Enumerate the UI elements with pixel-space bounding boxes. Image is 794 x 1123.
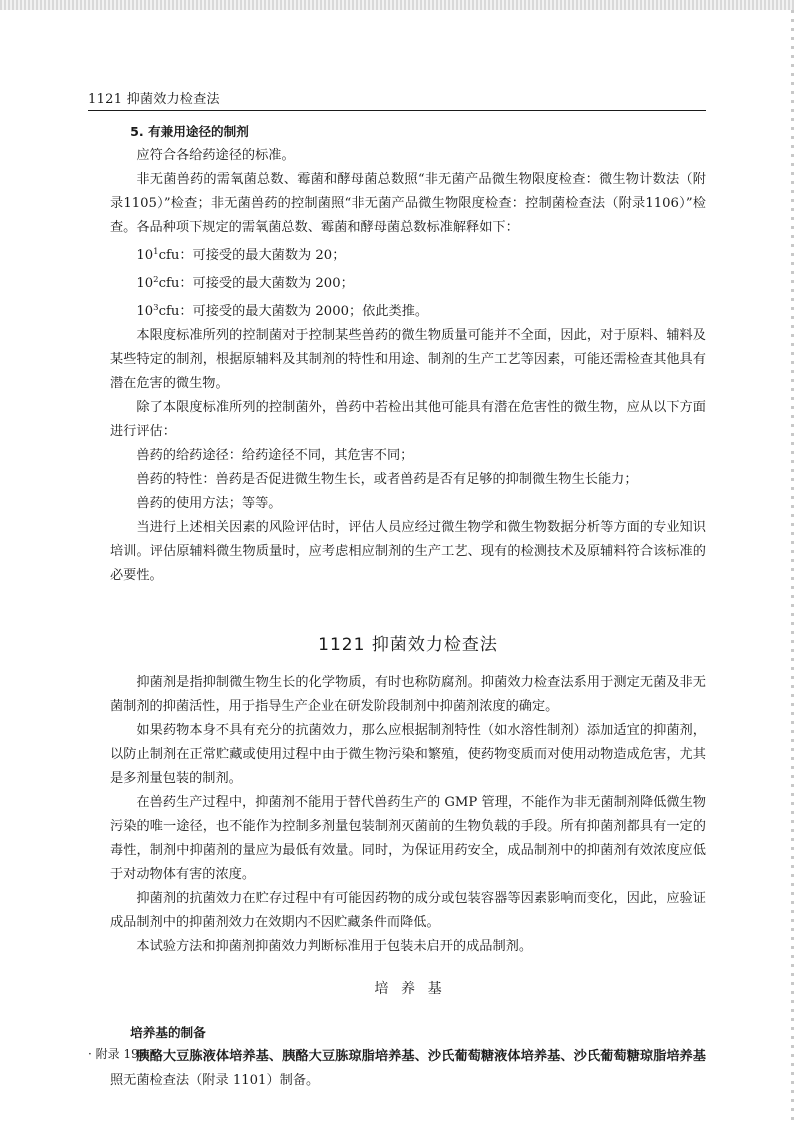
- paragraph: 兽药的特性：兽药是否促进微生物生长，或者兽药是否有足够的抑制微生物生长能力；: [136, 472, 638, 487]
- cfu-base: 10: [136, 276, 154, 291]
- media-paragraph: [110, 1045, 706, 1093]
- cfu-base: 10: [136, 304, 154, 319]
- cfu-exponent: 2: [153, 275, 159, 285]
- running-header: 1121 抑菌效力检查法: [88, 92, 220, 107]
- subsection-heading: 5. 有兼用途径的制剂: [130, 124, 249, 139]
- paragraph: 兽药的给药途径：给药途径不同，其危害不同；: [136, 448, 414, 463]
- media-names: 胰酪大豆胨液体培养基、胰酪大豆胨琼脂培养基、沙氏葡萄糖液体培养基、沙氏葡萄糖琼脂培养基: [136, 1049, 706, 1064]
- paragraph: 在兽药生产过程中，抑菌剂不能用于替代兽药生产的 GMP 管理，不能作为非无菌制剂降低微生物污染的唯一途径，也不能作为控制多剂量包装制剂灭菌前的生物负载的手段。所有抑菌剂都具有一定的毒性，制剂中抑菌剂的量应为最低有效量。同时，为保证用药安全，成品制剂中的抑菌剂有效浓度应低于对动物体有害的浓度。: [110, 795, 706, 882]
- paragraph: 兽药的使用方法；等等。: [136, 496, 282, 511]
- paragraph: 除了本限度标准所列的控制菌外，兽药中若检出其他可能具有潜在危害性的微生物，应从以下方面进行评估：: [110, 400, 706, 439]
- cfu-base: 10: [136, 248, 154, 263]
- header-rule: [88, 110, 706, 111]
- cfu-exponent: 3: [153, 303, 159, 313]
- paragraph: 本试验方法和抑菌剂抑菌效力判断标准用于包装未启开的成品制剂。: [136, 939, 533, 954]
- cfu-text: cfu：可接受的最大菌数为 200；: [158, 276, 354, 291]
- paragraph: 当进行上述相关因素的风险评估时，评估人员应经过微生物学和微生物数据分析等方面的专业知识培训。评估原辅料微生物质量时，应考虑相应制剂的生产工艺、现有的检测技术及原辅料符合该标准的必要性。: [110, 520, 706, 583]
- scan-edge-top: [0, 0, 794, 10]
- paragraph: 如果药物本身不具有充分的抗菌效力，那么应根据制剂特性（如水溶性制剂）添加适宜的抑菌剂，以防止制剂在正常贮藏或使用过程中由于微生物污染和繁殖，使药物变质而对使用动物造成危害，尤其是多剂量包装的制剂。: [110, 723, 706, 786]
- media-section-title: 培养基: [374, 981, 455, 997]
- paragraph: 抑菌剂是指抑制微生物生长的化学物质，有时也称防腐剂。抑菌效力检查法系用于测定无菌及非无菌制剂的抑菌活性，用于指导生产企业在研发阶段制剂中抑菌剂浓度的确定。: [110, 675, 706, 714]
- page-number: · 附录 198 ·: [88, 1047, 154, 1061]
- paragraph: 抑菌剂的抗菌效力在贮存过程中有可能因药物的成分或包装容器等因素影响而变化，因此，应验证成品制剂中的抑菌剂效力在效期内不因贮藏条件而降低。: [110, 891, 706, 930]
- media-text: 照无菌检查法（附录 1101）制备。: [110, 1073, 320, 1088]
- cfu-text: cfu：可接受的最大菌数为 20；: [158, 248, 346, 263]
- cfu-item: [110, 240, 706, 268]
- media-subheading: 培养基的制备: [130, 1025, 206, 1040]
- cfu-exponent: 1: [153, 247, 159, 257]
- cfu-text: cfu：可接受的最大菌数为 2000；依此类推。: [158, 304, 429, 319]
- paragraph: 非无菌兽药的需氧菌总数、霉菌和酵母菌总数照“非无菌产品微生物限度检查：微生物计数法（附录1105）”检查；非无菌兽药的控制菌照“非无菌产品微生物限度检查：控制菌检查法（附录1106）”检查。各品种项下规定的需氧菌总数、霉菌和酵母菌总数标准解释如下：: [110, 172, 706, 235]
- section-title: 1121 抑菌效力检查法: [318, 635, 498, 655]
- paragraph: 应符合各给药途径的标准。: [136, 148, 295, 163]
- paragraph: 本限度标准所列的控制菌对于控制某些兽药的微生物质量可能并不全面，因此，对于原料、辅料及某些特定的制剂，根据原辅料及其制剂的特性和用途、制剂的生产工艺等因素，可能还需检查其他具有潜在危害的微生物。: [110, 328, 706, 391]
- page-body: [110, 120, 706, 1093]
- cfu-item: [110, 296, 706, 324]
- cfu-item: [110, 268, 706, 296]
